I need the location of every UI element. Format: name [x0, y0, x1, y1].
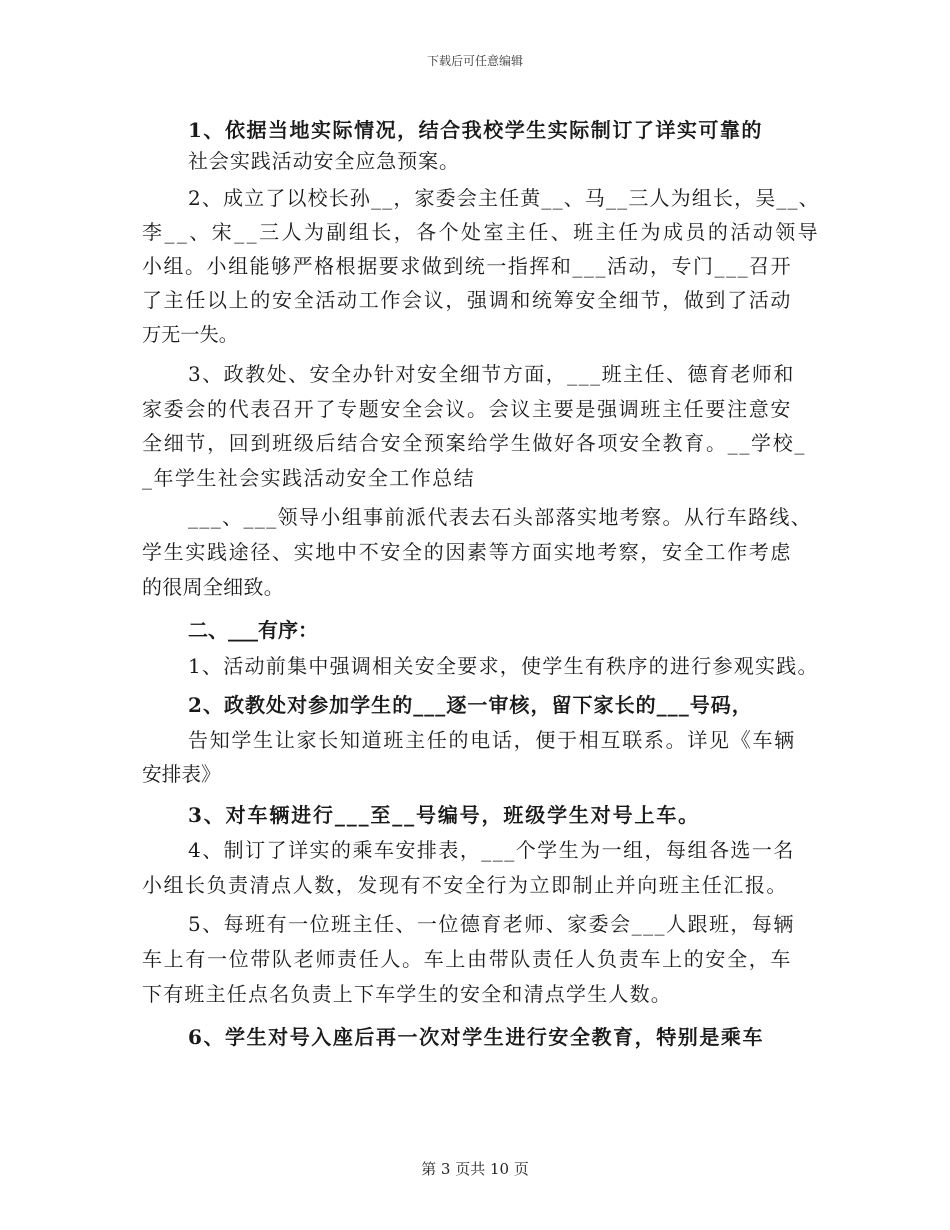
text-line: 社会实践活动安全应急预案。 — [188, 149, 460, 173]
text-line: 下有班主任点名负责上下车学生的安全和清点学生人数。 — [142, 982, 672, 1006]
text-line: 车上有一位带队老师责任人。车上由带队责任人负责车上的安全，车 — [142, 947, 793, 971]
page-footer: 第 3 页共 10 页 — [421, 1160, 529, 1178]
text-line: 二、___有序： — [188, 618, 318, 642]
text-line: 3、对车辆进行___至__号编号，班级学生对号上车。 — [188, 803, 701, 827]
text-line: 2、政教处对参加学生的___逐一审核，留下家长的___号码， — [188, 693, 753, 717]
text-line: 6、学生对号入座后再一次对学生进行安全教育，特别是乘车 — [188, 1025, 765, 1049]
text-line: _年学生社会实践活动安全工作总结 — [142, 466, 476, 490]
text-line: 5、每班有一位班主任、一位德育老师、家委会___人跟班，每辆 — [188, 912, 795, 936]
text-line: 1、活动前集中强调相关安全要求，使学生有秩序的进行参观实践。 — [188, 654, 819, 678]
text-line: 学生实践途径、实地中不安全的因素等方面实地考察，安全工作考虑 — [142, 540, 793, 564]
text-line: 家委会的代表召开了专题安全会议。会议主要是强调班主任要注意安 — [142, 397, 793, 421]
text-line: 全细节，回到班级后结合安全预案给学生做好各项安全教育。__学校_ — [142, 431, 807, 455]
text-line: 安排表》 — [142, 763, 221, 786]
text-line: 1、依据当地实际情况，结合我校学生实际制订了详实可靠的 — [188, 118, 763, 142]
text-line: 告知学生让家长知道班主任的电话，便于相互联系。详见《车辆 — [188, 728, 796, 752]
text-line: 2、成立了以校长孙__，家委会主任黄__、马__三人为组长，吴__、 — [188, 186, 820, 210]
text-line: 3、政教处、安全办针对安全细节方面，___班主任、德育老师和 — [188, 362, 795, 386]
text-line: 了主任以上的安全活动工作会议，强调和统筹安全细节，做到了活动 — [142, 288, 793, 312]
text-line: 李__、宋__三人为副组长，各个处室主任、班主任为成员的活动领导 — [142, 220, 821, 244]
text-line: 4、制订了详实的乘车安排表，___个学生为一组，每组各选一名 — [188, 838, 795, 862]
text-line: 万无一失。 — [142, 323, 238, 346]
text-line: 小组。小组能够严格根据要求做到统一指挥和___活动，专门___召开 — [142, 254, 793, 278]
text-line: ___、___领导小组事前派代表去石头部落实地考察。从行车路线、 — [188, 505, 813, 529]
text-line: 的很周全细致。 — [142, 575, 285, 599]
page-header: 下载后可任意编辑 — [426, 54, 523, 68]
text-line: 小组长负责清点人数，发现有不安全行为立即制止并向班主任汇报。 — [142, 873, 788, 897]
